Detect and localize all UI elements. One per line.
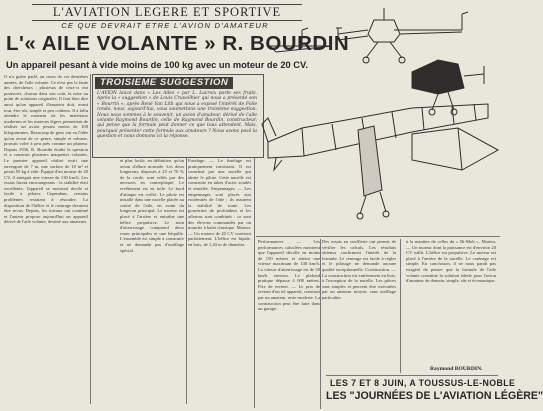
suggestion-box-title: TROISIEME SUGGESTION [95,77,233,89]
article-subhead: Un appareil pesant à vide moins de 100 kg avec un moteur de 20 CV. [6,60,308,70]
suggestion-box [92,74,264,158]
event-date: LES 7 ET 8 JUIN, A TOUSSUS-LE-NOBLE [330,378,516,388]
article-column-1: O n'a guère parlé, au cours de ces dernières années, de l'aile volante. Ce n'est pas la faute des chercheurs ; plusieurs de ceux-ci ont poursuivi, chacun dans son coin, la mise au point de solutions originales. Il faut bien dire aussi qu'un appareil d'amateur doit, avant tout, être sûr, simple et peu coûteux. Il a fallu attendre le moment où les matériaux modernes et les moteurs légers permettent de réaliser un avion pesant moins de 100 kilogrammes. Beaucoup de gens ont eu l'idée qu'un avion de ce genre, simple et robuste, pouvait voler à peu près comme un planeur. Depuis 1936, R. Bourdin étudie la question et a construit plusieurs maquettes volantes. Le premier appareil réalisé avait une envergure de 7 m, une surface de 10 m² et pesait 95 kg à vide. Équipé d'un moteur de 20 CV, il atteignit une vitesse de 130 km/h. Les essais furent encourageants : la stabilité était excellente, l'appareil se montrait docile et facile à piloter. Cependant, certains problèmes restaient à résoudre. La disposition de l'hélice et le centrage devaient être revus. Depuis, les travaux ont continué et l'auteur propose aujourd'hui un appareil dérivé de l'aile volante, destiné aux amateurs. [4,74,89,225]
aircraft-three-view-drawing [262,0,500,236]
article-column-2: et plus facile, en définitive, qu'un avion d'allure normale. Les deux longerons, disposés à 25 et 70 % de la corde, sont reliés par des nervures en contreplaqué. Le revêtement est en toile. Le bord d'attaque est coffré. Le pilote est installé dans une nacelle placée au centre de l'aile, en avant du longeron principal. Le moteur est placé à l'arrière et entraîne une hélice propulsive. Le train d'atterrissage comprend deux roues principales et une béquille. L'ensemble est simple à construire et ne demande pas d'outillage spécial. [120,158,184,253]
event-title: LES "JOURNÉES DE L'AVIATION LÉGÈRE" [326,390,543,402]
article-column-3: Fuselage. — Le fuselage est pratiquement inexistant. Il est constitué par une nacelle qui abrite le pilote. Cette nacelle est construite en tubes d'acier soudés et entoilée. Empennages. — Les empennages sont placés aux extrémités de l'aile ; ils assurent la stabilité de route. Les gouvernes de profondeur et les ailerons sont combinés : ce sont des élevons commandés par un manche à balai classique. Moteur. — Un moteur de 20 CV convient parfaitement. L'hélice est bipale, en bois, de 1,20 m de diamètre. [188,158,251,247]
author-signature: Raymond BOURDIN. [430,366,483,372]
column-rule [90,74,91,404]
event-rule [326,375,498,376]
column-rule [320,239,321,409]
column-rule [400,239,401,373]
article-headline: L'« AILE VOLANTE » R. BOURDIN [6,32,350,55]
suggestion-box-text: L'AVION lancé dans « Les Ailes » par L. Lacroix porte ses fruits. Après la « suggestion » de Louis Cruveilhier qui nous a présenté son « Bourrin », après René Van Lith qui nous a exposé l'intérêt de Folie rondo, nous, aujourd'hui, vous soumettons une troisième suggestion. Nous nous sommes à le souvenir, un avion d'amateur, dérivé de l'aile volante Raymond Bourdin, celle de Raymond Bourdin, constructeur, qui pense que la formule peut donner ce que tous attendent. Mais, pourquoi présenter cette formule aux amateurs ? Nous avons posé la question et nous donnons ici la réponse. [97,91,257,140]
column-rule [254,158,255,408]
article-kicker: CE QUE DEVRAIT ETRE L'AVION D'AMATEUR [61,21,269,30]
article-column-4: Performances. — Les performances calculées montrent que l'appareil décolle en moins de 150 mètres et atteint une vitesse maximum de 140 km/h. La vitesse d'atterrissage est de 50 km/h environ. Le plafond pratique dépasse 4 000 mètres. Prix de revient. — Le prix de revient d'un tel appareil, construit par un amateur, reste modeste. La construction peut être faite dans un garage. [258,239,320,312]
article-column-5: Des essais en soufflerie ont permis de vérifier les calculs. Les résultats obtenus confirment l'intérêt de la formule. Le centrage est facile à régler et le pilotage ne demande aucune qualité exceptionnelle. Construction. — La construction est entièrement en bois, à l'exception de la nacelle. Les pièces sont simples et peuvent être exécutées par un amateur moyen, sans outillage particulier. [322,239,396,300]
article-column-6: à la manière de celles du « Bi-Mob ». Moteur. — Un moteur dont la puissance est d'environ 20 CV suffit. L'hélice est propulsive. Le moteur est placé à l'arrière de la nacelle. Le carénage est simple. En conclusion, il ne nous paraît pas exagéré de penser que la formule de l'aile volante constitue la solution idéale pour l'avion d'amateur de demain, simple, sûr et économique. [406,239,496,284]
section-rubric: L'AVIATION LEGERE ET SPORTIVE [32,4,302,21]
drawing-rule [256,236,500,237]
column-rule [186,158,187,404]
